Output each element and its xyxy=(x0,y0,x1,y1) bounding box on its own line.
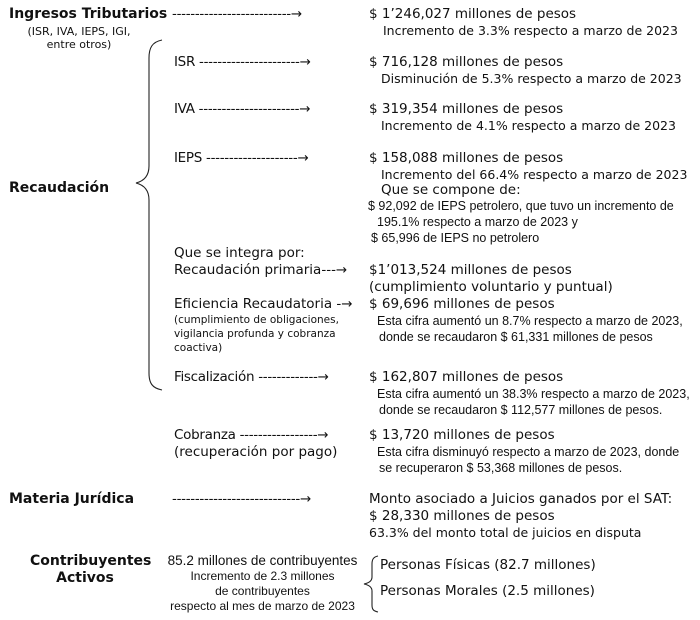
ingresos-subtitle xyxy=(14,25,144,51)
ieps-petrolero xyxy=(368,198,674,230)
ingresos-subtitle-line: (ISR, IVA, IEPS, IGI, xyxy=(27,25,131,38)
iva-note: Incremento de 4.1% respecto a marzo de 2023 xyxy=(381,118,676,133)
ingresos-note: Incremento de 3.3% respecto a marzo de 2023 xyxy=(383,23,678,38)
primaria-label: Recaudación primaria---→ xyxy=(174,262,348,278)
contribuyentes-inc-line: Incremento de 2.3 millones xyxy=(190,569,335,583)
isr-label: ISR ----------------------→ xyxy=(174,54,311,70)
cobranza-note xyxy=(377,444,679,476)
recaudacion-title: Recaudación xyxy=(9,180,110,196)
contribuyentes-summary xyxy=(160,553,365,614)
personas-morales: Personas Morales (2.5 millones) xyxy=(380,583,595,599)
eficiencia-desc xyxy=(174,313,339,355)
ingresos-amount: $ 1’246,027 millones de pesos xyxy=(369,6,577,22)
eficiencia-label: Eficiencia Recaudatoria -→ xyxy=(174,296,353,312)
primaria-note: (cumplimiento voluntario y puntual) xyxy=(369,279,613,295)
ieps-label: IEPS --------------------→ xyxy=(174,150,309,166)
cobranza-label: Cobranza -----------------→ xyxy=(174,427,329,443)
cobranza-note-line: se recuperaron $ 53,368 millones de pesos. xyxy=(379,461,623,475)
eficiencia-desc-line: coactiva) xyxy=(174,342,223,354)
fiscalizacion-note xyxy=(377,386,690,418)
ingresos-title: Ingresos Tributarios xyxy=(9,6,168,22)
eficiencia-note-line: Esta cifra aumentó un 8.7% respecto a marzo de 2023, xyxy=(377,314,683,328)
eficiencia-desc-line: (cumplimiento de obligaciones, xyxy=(174,314,339,326)
ingresos-arrow: --------------------------→ xyxy=(172,6,302,22)
ingresos-subtitle-line: entre otros) xyxy=(46,38,112,51)
eficiencia-note xyxy=(377,313,683,345)
isr-amount: $ 716,128 millones de pesos xyxy=(369,54,564,70)
fiscalizacion-amount: $ 162,807 millones de pesos xyxy=(369,369,564,385)
isr-note: Disminución de 5.3% respecto a marzo de 2023 xyxy=(381,71,682,86)
contribuyentes-inc-line: de contribuyentes xyxy=(215,584,310,598)
recaudacion-brace xyxy=(132,38,167,393)
eficiencia-note-line: donde se recaudaron $ 61,331 millones de pesos xyxy=(379,330,653,344)
juridica-line3: 63.3% del monto total de juicios en disputa xyxy=(369,525,642,540)
eficiencia-desc-line: vigilancia profunda y cobranza xyxy=(174,328,336,340)
juridica-amount: $ 28,330 millones de pesos xyxy=(369,508,555,524)
ieps-petrolero-line: 195.1% respecto a marzo de 2023 y xyxy=(377,215,578,229)
juridica-title: Materia Jurídica xyxy=(9,491,135,507)
iva-amount: $ 319,354 millones de pesos xyxy=(369,101,564,117)
contribuyentes-title xyxy=(30,553,152,587)
ieps-compose-title: Que se compone de: xyxy=(381,182,521,198)
personas-fisicas: Personas Físicas (82.7 millones) xyxy=(380,557,596,573)
fiscalizacion-note-line: donde se recaudaron $ 112,577 millones de pesos. xyxy=(379,403,663,417)
contribuyentes-total: 85.2 millones de contribuyentes xyxy=(167,553,358,568)
iva-label: IVA ----------------------→ xyxy=(174,101,311,117)
juridica-arrow: ----------------------------→ xyxy=(172,491,312,507)
juridica-line1: Monto asociado a Juicios ganados por el SAT: xyxy=(369,491,673,507)
integra-title: Que se integra por: xyxy=(174,245,305,261)
cobranza-desc: (recuperación por pago) xyxy=(174,444,338,460)
primaria-amount: $1’013,524 millones de pesos xyxy=(369,262,572,278)
contribuyentes-inc-line: respecto al mes de marzo de 2023 xyxy=(170,599,355,613)
contribuyentes-brace xyxy=(362,555,382,613)
ieps-petrolero-line: $ 92,092 de IEPS petrolero, que tuvo un incremento de xyxy=(368,199,674,213)
eficiencia-amount: $ 69,696 millones de pesos xyxy=(369,296,555,312)
contribuyentes-title-line: Contribuyentes xyxy=(30,553,152,569)
contribuyentes-title-line: Activos xyxy=(56,570,114,586)
ieps-no-petrolero: $ 65,996 de IEPS no petrolero xyxy=(371,231,540,245)
ieps-amount: $ 158,088 millones de pesos xyxy=(369,150,564,166)
cobranza-amount: $ 13,720 millones de pesos xyxy=(369,427,555,443)
ieps-note: Incremento del 66.4% respecto a marzo de 2023 xyxy=(381,167,688,182)
fiscalizacion-note-line: Esta cifra aumentó un 38.3% respecto a marzo de 2023, xyxy=(377,387,690,401)
fiscalizacion-label: Fiscalización -------------→ xyxy=(174,369,329,385)
cobranza-note-line: Esta cifra disminuyó respecto a marzo de 2023, donde xyxy=(377,445,680,459)
